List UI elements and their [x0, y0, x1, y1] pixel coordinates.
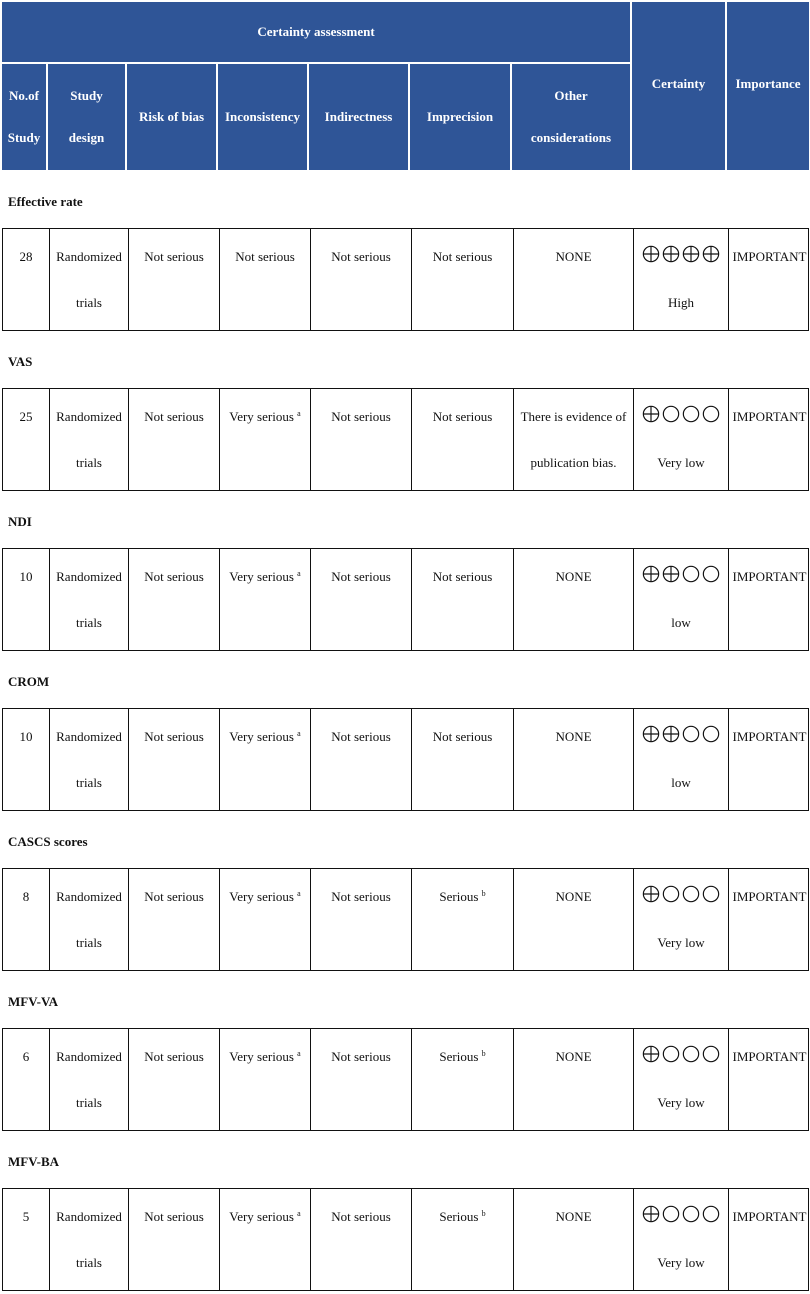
imprecision-line [412, 1209, 513, 1225]
other-line2: publication bias. [530, 455, 617, 470]
section-label: Effective rate [8, 194, 83, 209]
certainty-rating [634, 245, 728, 263]
n-text: 10 [19, 729, 33, 744]
empty-circle-icon [702, 1205, 720, 1223]
inconsistency-text: Very serious [229, 1209, 294, 1224]
imprecision-text: Serious [439, 889, 479, 904]
inconsistency-line [220, 409, 310, 425]
design-line1: Randomized [56, 409, 122, 424]
cell-risk [128, 1029, 219, 1130]
header-imprecision-label: Imprecision [426, 109, 494, 124]
inconsistency-text: Very serious [229, 889, 294, 904]
cell-other [513, 709, 633, 810]
design-line2: trials [76, 615, 102, 630]
importance-text: IMPORTANT [732, 569, 807, 584]
header-other-considerations [512, 64, 630, 170]
design-line2: trials [76, 1255, 102, 1270]
cell-design [49, 709, 128, 810]
header-certainty-label: Certainty [651, 76, 706, 91]
n-text: 25 [19, 409, 33, 424]
n-text: 6 [22, 1049, 30, 1064]
certainty-rating [634, 885, 728, 903]
cell-imprecision [411, 1029, 513, 1130]
imprecision-line [412, 249, 513, 265]
header-imprecision [410, 64, 510, 170]
empty-circle-icon [702, 565, 720, 583]
certainty-label: Very low [657, 455, 705, 470]
cell-inconsistency [219, 229, 310, 330]
indirectness-text: Not serious [331, 409, 391, 424]
cell-design [49, 1029, 128, 1130]
cell-design [49, 1189, 128, 1290]
table-row [2, 708, 809, 811]
importance-text: IMPORTANT [732, 409, 807, 424]
cell-inconsistency [219, 709, 310, 810]
cell-importance [728, 709, 810, 810]
cell-certainty [633, 1189, 728, 1290]
footnote-marker: a [297, 889, 301, 898]
inconsistency-line [220, 1049, 310, 1065]
cell-other [513, 389, 633, 490]
imprecision-line [412, 1049, 513, 1065]
empty-circle-icon [662, 1045, 680, 1063]
empty-circle-icon [682, 405, 700, 423]
certainty-rating [634, 1205, 728, 1223]
footnote-marker: a [297, 409, 301, 418]
cell-importance [728, 1189, 810, 1290]
cell-imprecision [411, 1189, 513, 1290]
cell-n [3, 389, 49, 490]
cell-indirectness [310, 229, 411, 330]
circle-plus-icon [702, 245, 720, 263]
cell-design [49, 229, 128, 330]
cell-other [513, 549, 633, 650]
cell-other [513, 229, 633, 330]
header-other-l1: Other [554, 88, 588, 103]
cell-certainty [633, 229, 728, 330]
importance-text: IMPORTANT [732, 729, 807, 744]
circle-plus-icon [642, 1205, 660, 1223]
design-line1: Randomized [56, 249, 122, 264]
design-line2: trials [76, 1095, 102, 1110]
inconsistency-line [220, 569, 310, 585]
inconsistency-text: Very serious [229, 729, 294, 744]
cell-indirectness [310, 709, 411, 810]
cell-imprecision [411, 389, 513, 490]
cell-importance [728, 549, 810, 650]
n-text: 8 [22, 889, 30, 904]
certainty-rating [634, 565, 728, 583]
design-line1: Randomized [56, 889, 122, 904]
design-line2: trials [76, 775, 102, 790]
certainty-label: low [671, 775, 691, 790]
other-line1: NONE [555, 889, 592, 904]
header-importance-label: Importance [735, 76, 801, 91]
cell-inconsistency [219, 1189, 310, 1290]
section-label: CASCS scores [8, 834, 88, 849]
table-row [2, 388, 809, 491]
certainty-rating [634, 1045, 728, 1063]
header-indirectness [309, 64, 408, 170]
header-inconsistency [218, 64, 307, 170]
circle-plus-icon [682, 245, 700, 263]
other-line1: NONE [555, 1049, 592, 1064]
header-no-of-study [2, 64, 46, 170]
inconsistency-line [220, 889, 310, 905]
inconsistency-line [220, 729, 310, 745]
risk-text: Not serious [144, 409, 204, 424]
cell-imprecision [411, 869, 513, 970]
cell-indirectness [310, 1029, 411, 1130]
circle-plus-icon [642, 885, 660, 903]
certainty-label: Very low [657, 1095, 705, 1110]
other-line1: NONE [555, 729, 592, 744]
header-no-of-study-l1: No.of [9, 88, 39, 103]
header-other-l2: considerations [530, 130, 612, 145]
indirectness-text: Not serious [331, 569, 391, 584]
imprecision-text: Not serious [432, 569, 493, 584]
section-label: MFV-BA [8, 1154, 60, 1169]
risk-text: Not serious [144, 249, 204, 264]
cell-certainty [633, 549, 728, 650]
empty-circle-icon [662, 1205, 680, 1223]
importance-text: IMPORTANT [732, 249, 807, 264]
inconsistency-text: Very serious [229, 569, 294, 584]
indirectness-text: Not serious [331, 1209, 391, 1224]
empty-circle-icon [682, 1045, 700, 1063]
cell-importance [728, 229, 810, 330]
circle-plus-icon [642, 565, 660, 583]
risk-text: Not serious [144, 569, 204, 584]
circle-plus-icon [662, 725, 680, 743]
certainty-rating [634, 725, 728, 743]
cell-certainty [633, 869, 728, 970]
cell-other [513, 1029, 633, 1130]
imprecision-text: Not serious [432, 249, 493, 264]
inconsistency-text: Very serious [229, 409, 294, 424]
header-risk-of-bias [127, 64, 216, 170]
table-row [2, 228, 809, 331]
header-study-design [48, 64, 125, 170]
section-label: MFV-VA [8, 994, 59, 1009]
design-line2: trials [76, 935, 102, 950]
cell-imprecision [411, 549, 513, 650]
footnote-marker: a [297, 1209, 301, 1218]
cell-risk [128, 229, 219, 330]
importance-text: IMPORTANT [732, 1209, 807, 1224]
footnote-marker: b [481, 1049, 486, 1058]
cell-n [3, 1029, 49, 1130]
indirectness-text: Not serious [331, 1049, 391, 1064]
cell-risk [128, 389, 219, 490]
cell-risk [128, 549, 219, 650]
header-certainty [632, 2, 725, 170]
header-importance [727, 2, 809, 170]
certainty-label: low [671, 615, 691, 630]
empty-circle-icon [702, 1045, 720, 1063]
cell-indirectness [310, 549, 411, 650]
header-study-design-l2: design [68, 130, 105, 145]
table-row [2, 868, 809, 971]
circle-plus-icon [662, 245, 680, 263]
importance-text: IMPORTANT [732, 889, 807, 904]
cell-importance [728, 869, 810, 970]
circle-plus-icon [642, 245, 660, 263]
indirectness-text: Not serious [331, 889, 391, 904]
cell-indirectness [310, 869, 411, 970]
cell-inconsistency [219, 389, 310, 490]
footnote-marker: b [481, 1209, 486, 1218]
cell-n [3, 869, 49, 970]
n-text: 5 [22, 1209, 30, 1224]
table-row [2, 1028, 809, 1131]
certainty-label: Very low [657, 1255, 705, 1270]
empty-circle-icon [662, 885, 680, 903]
empty-circle-icon [682, 725, 700, 743]
inconsistency-text: Very serious [229, 1049, 294, 1064]
cell-inconsistency [219, 1029, 310, 1130]
design-line2: trials [76, 295, 102, 310]
imprecision-text: Not serious [432, 729, 493, 744]
inconsistency-text: Not serious [235, 249, 295, 264]
cell-indirectness [310, 389, 411, 490]
imprecision-line [412, 889, 513, 905]
cell-other [513, 869, 633, 970]
section-label: VAS [8, 354, 33, 369]
other-line1: There is evidence of [520, 409, 627, 424]
cell-importance [728, 389, 810, 490]
cell-other [513, 1189, 633, 1290]
cell-design [49, 549, 128, 650]
risk-text: Not serious [144, 1209, 204, 1224]
other-line1: NONE [555, 249, 592, 264]
certainty-label: Very low [657, 935, 705, 950]
other-line1: NONE [555, 569, 592, 584]
cell-risk [128, 709, 219, 810]
empty-circle-icon [682, 565, 700, 583]
design-line1: Randomized [56, 569, 122, 584]
header-risk-of-bias-label: Risk of bias [138, 109, 205, 124]
inconsistency-line [220, 249, 310, 265]
table-row [2, 548, 809, 651]
cell-n [3, 549, 49, 650]
cell-importance [728, 1029, 810, 1130]
other-line1: NONE [555, 1209, 592, 1224]
empty-circle-icon [702, 885, 720, 903]
cell-imprecision [411, 709, 513, 810]
imprecision-text: Not serious [432, 409, 493, 424]
circle-plus-icon [642, 725, 660, 743]
circle-plus-icon [642, 1045, 660, 1063]
imprecision-line [412, 569, 513, 585]
circle-plus-icon [662, 565, 680, 583]
importance-text: IMPORTANT [732, 1049, 807, 1064]
empty-circle-icon [702, 405, 720, 423]
header-no-of-study-l2: Study [7, 130, 41, 145]
section-label: NDI [8, 514, 32, 529]
header-certainty-assessment [2, 2, 630, 62]
circle-plus-icon [642, 405, 660, 423]
cell-imprecision [411, 229, 513, 330]
imprecision-line [412, 409, 513, 425]
empty-circle-icon [702, 725, 720, 743]
footnote-marker: a [297, 729, 301, 738]
n-text: 28 [19, 249, 33, 264]
design-line1: Randomized [56, 1049, 122, 1064]
header-inconsistency-label: Inconsistency [224, 109, 301, 124]
footnote-marker: b [481, 889, 486, 898]
footnote-marker: a [297, 1049, 301, 1058]
cell-design [49, 389, 128, 490]
design-line1: Randomized [56, 729, 122, 744]
inconsistency-line [220, 1209, 310, 1225]
cell-design [49, 869, 128, 970]
cell-risk [128, 1189, 219, 1290]
header-group-title: Certainty assessment [257, 24, 375, 39]
cell-n [3, 1189, 49, 1290]
indirectness-text: Not serious [331, 729, 391, 744]
imprecision-line [412, 729, 513, 745]
risk-text: Not serious [144, 729, 204, 744]
header-study-design-l1: Study [70, 88, 103, 103]
empty-circle-icon [662, 405, 680, 423]
n-text: 10 [19, 569, 33, 584]
cell-n [3, 229, 49, 330]
design-line1: Randomized [56, 1209, 122, 1224]
risk-text: Not serious [144, 1049, 204, 1064]
cell-certainty [633, 389, 728, 490]
risk-text: Not serious [144, 889, 204, 904]
footnote-marker: a [297, 569, 301, 578]
cell-indirectness [310, 1189, 411, 1290]
imprecision-text: Serious [439, 1049, 479, 1064]
imprecision-text: Serious [439, 1209, 479, 1224]
indirectness-text: Not serious [331, 249, 391, 264]
header-indirectness-label: Indirectness [324, 109, 393, 124]
certainty-rating [634, 405, 728, 423]
empty-circle-icon [682, 1205, 700, 1223]
cell-certainty [633, 709, 728, 810]
table-row [2, 1188, 809, 1291]
certainty-label: High [668, 295, 694, 310]
cell-n [3, 709, 49, 810]
cell-inconsistency [219, 549, 310, 650]
empty-circle-icon [682, 885, 700, 903]
section-label: CROM [8, 674, 50, 689]
cell-inconsistency [219, 869, 310, 970]
design-line2: trials [76, 455, 102, 470]
cell-certainty [633, 1029, 728, 1130]
cell-risk [128, 869, 219, 970]
